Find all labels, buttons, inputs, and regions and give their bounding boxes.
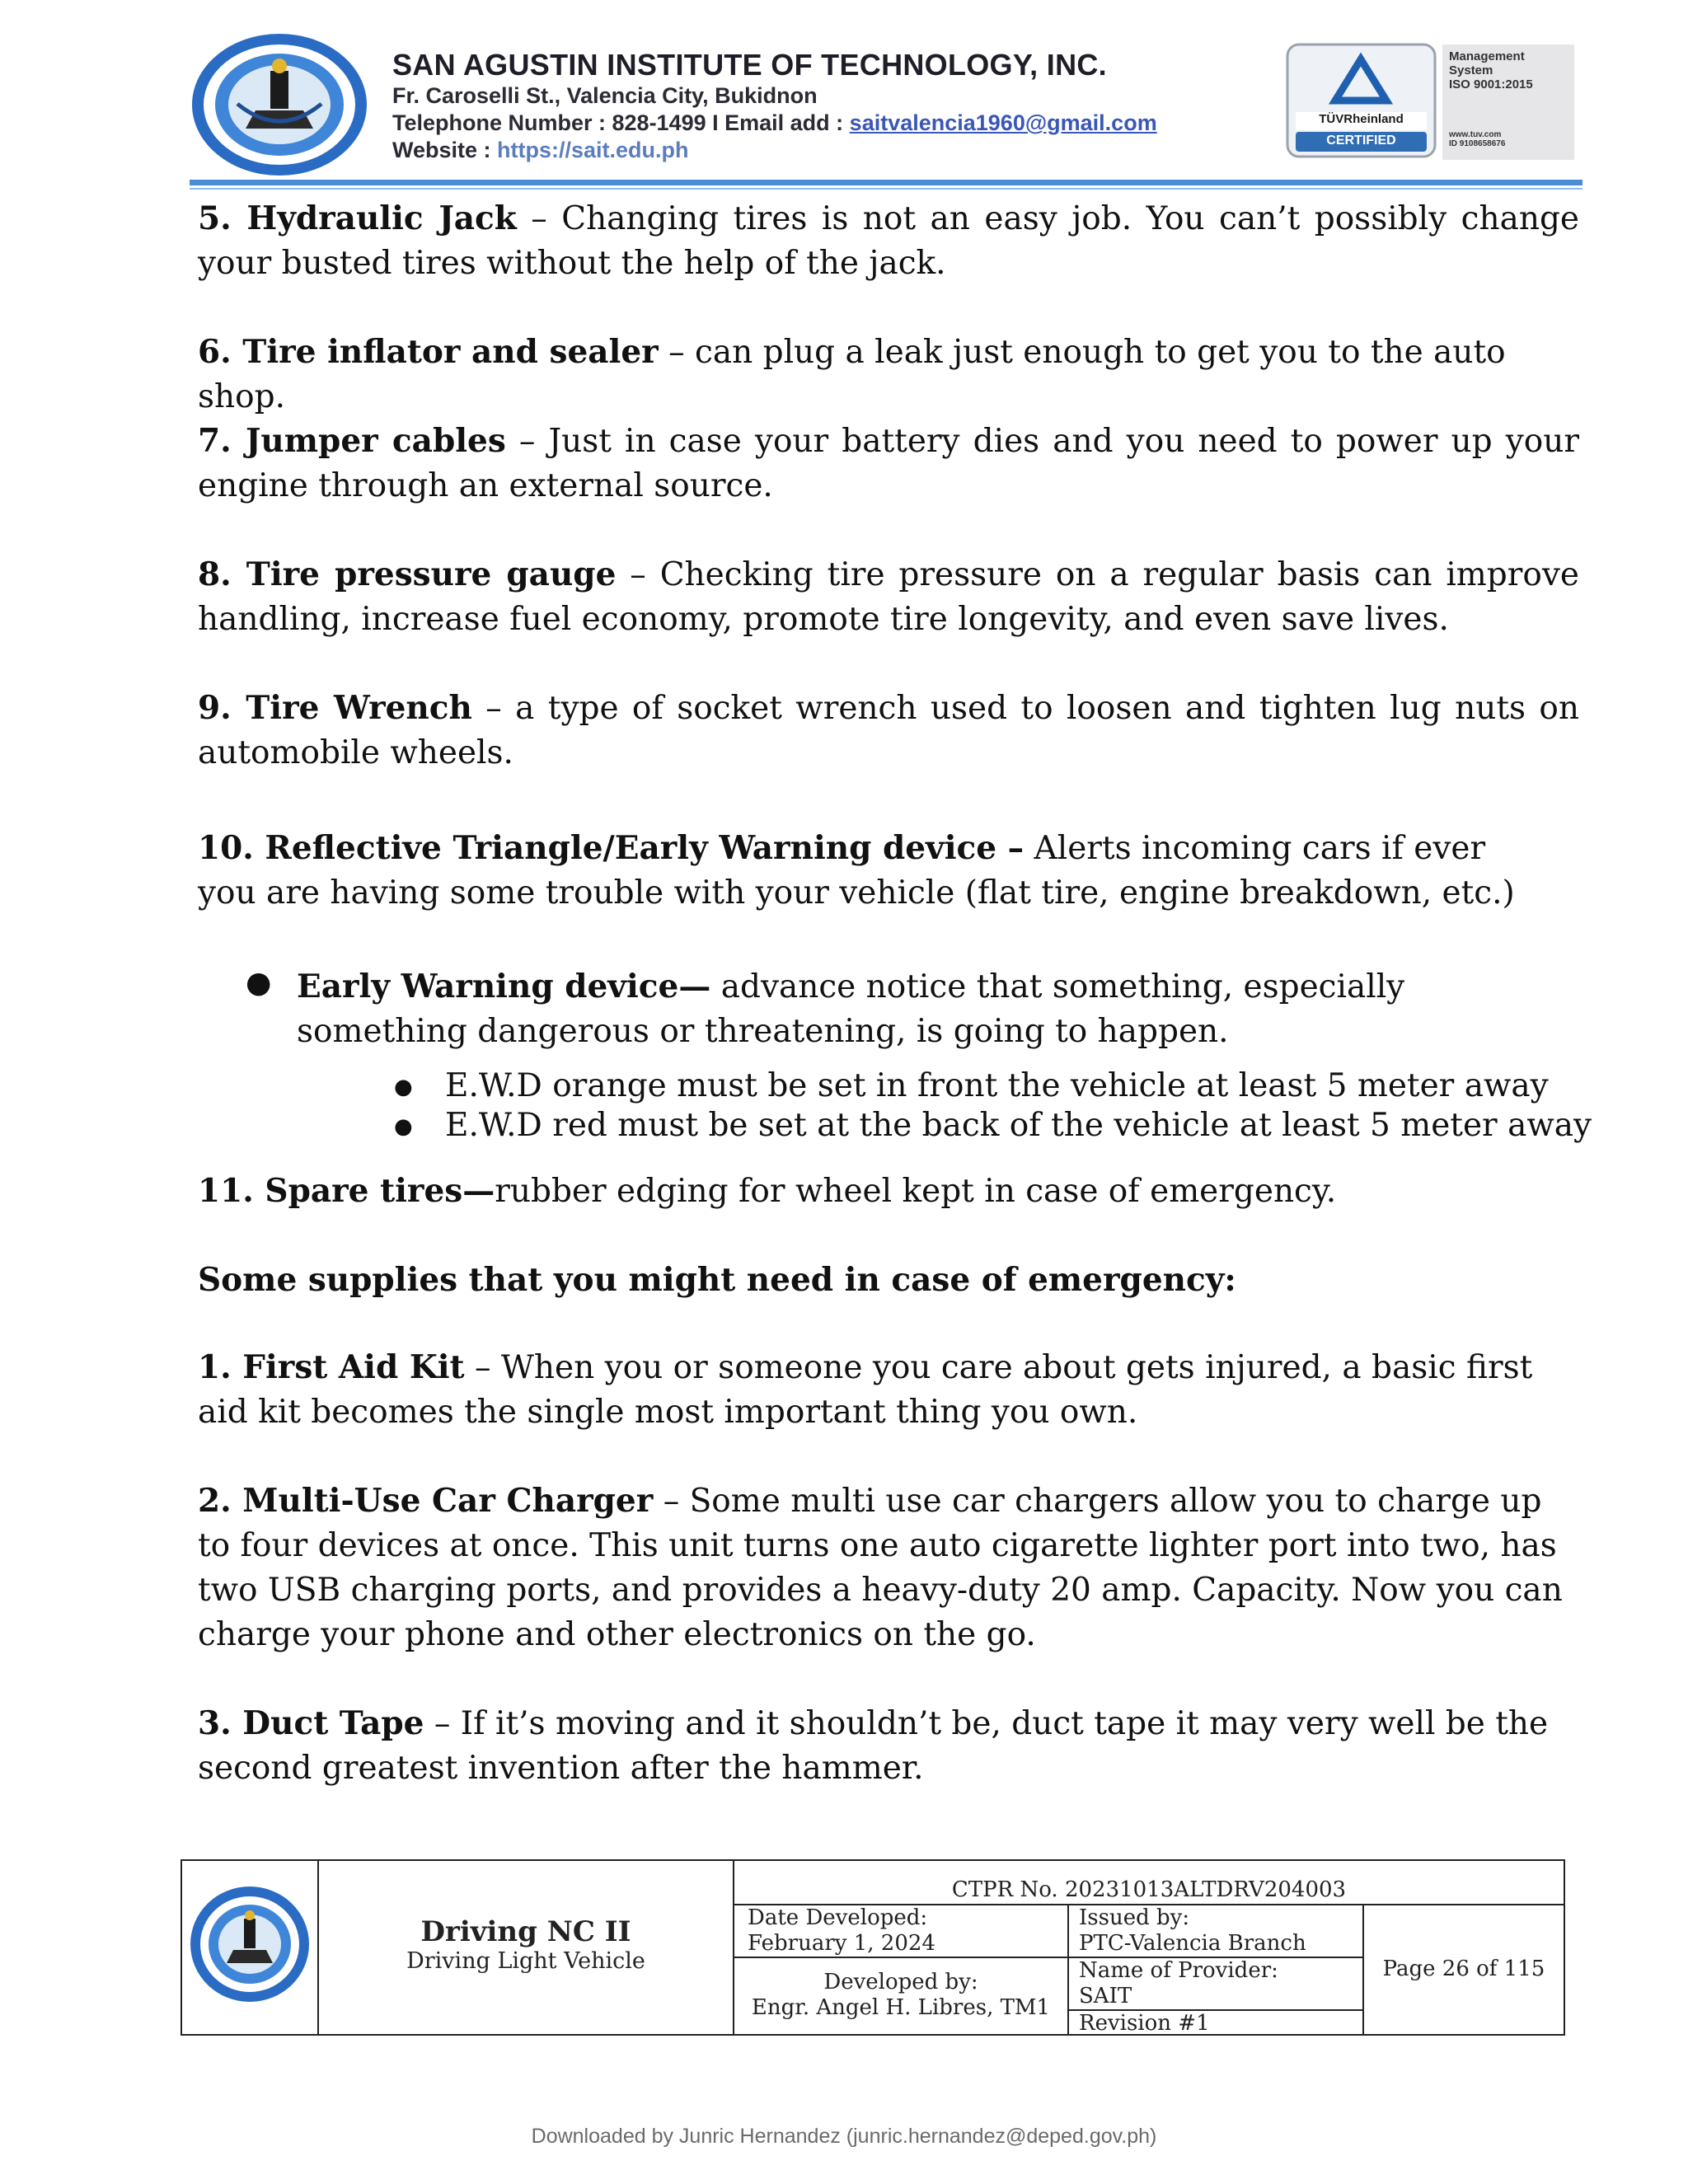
supply-1-first-aid-kit [198, 1345, 1582, 1435]
item-text: – When you or someone you care about gets injured, a basic first aid kit becomes the single most important thing you own. [198, 1349, 1533, 1431]
download-note: Downloaded by Junric Hernandez (junric.hernandez@deped.gov.ph) [531, 2125, 1157, 2148]
item-text: – If it’s moving and it shouldn’t be, duct tape it may very well be the second greatest invention after the hammer. [198, 1705, 1549, 1787]
developed-value: Engr. Angel H. Libres, TM1 [751, 1995, 1051, 2020]
tuv-certified-logo [1286, 43, 1437, 158]
telephone-text: Telephone Number : 828-1499 I Email add : [392, 110, 850, 135]
supplies-heading: Some supplies that you might need in case of emergency: [198, 1261, 1236, 1299]
bullet-icon: ● [394, 1075, 413, 1099]
item-title: 7. Jumper cables [198, 422, 506, 460]
item-5-hydraulic-jack [198, 196, 1579, 286]
item-title: 6. Tire inflator and sealer [198, 333, 659, 371]
item-text: rubber edging for wheel kept in case of emergency. [495, 1173, 1337, 1210]
supply-3-duct-tape [198, 1701, 1582, 1791]
ewd-bullet [297, 964, 1566, 1054]
item-text: – a type of socket wrench used to loosen and tighten lug nuts on automobile wheels. [198, 690, 1579, 771]
footer-seal-logo [187, 1882, 312, 2014]
mgmt-line-1: Management [1449, 49, 1525, 63]
provider-value: SAIT [1079, 1984, 1132, 2008]
item-title: 1. First Aid Kit [198, 1348, 465, 1386]
certified-label: CERTIFIED [1326, 134, 1396, 148]
item-7-jumper-cables [198, 419, 1579, 509]
institution-contact [392, 110, 1282, 137]
date-value: February 1, 2024 [748, 1931, 935, 1956]
website-label: Website : [392, 138, 498, 162]
item-text: – can plug a leak just enough to get you to the auto shop. [198, 334, 1506, 415]
course-subtitle: Driving Light Vehicle [406, 1948, 645, 1974]
item-text: Alerts incoming cars if ever you are having some trouble with your vehicle (flat tire, engine breakdown, etc.) [198, 830, 1515, 912]
email-link[interactable]: saitvalencia1960@gmail.com [849, 110, 1157, 135]
institution-website [392, 137, 1282, 164]
item-11-spare-tires [198, 1169, 1579, 1214]
item-10-reflective-triangle [198, 826, 1550, 916]
mgmt-web: www.tuv.com [1449, 130, 1502, 139]
mgmt-line-2: System [1449, 63, 1493, 77]
management-system-badge [1442, 45, 1574, 160]
item-title: 5. Hydraulic Jack [198, 199, 517, 237]
item-title: 8. Tire pressure gauge [198, 555, 617, 593]
item-title: 9. Tire Wrench [198, 689, 472, 727]
mgmt-text [1449, 49, 1533, 91]
header-divider [190, 180, 1582, 185]
item-8-tire-pressure-gauge [198, 552, 1579, 642]
item-title: 10. Reflective Triangle/Early Warning device – [198, 829, 1025, 867]
website-link[interactable]: https://sait.edu.ph [497, 138, 689, 162]
institution-header [392, 48, 1282, 164]
ewd-red-bullet: E.W.D red must be set at the back of the vehicle at least 5 meter away [445, 1107, 1592, 1144]
course-title: Driving NC II [420, 1915, 631, 1948]
bullet-icon: ● [394, 1114, 413, 1139]
mgmt-line-3: ISO 9001:2015 [1449, 77, 1533, 91]
provider-label: Name of Provider: [1079, 1958, 1278, 1983]
developed-by-cell [734, 1970, 1067, 2021]
table-divider [1067, 1904, 1069, 2034]
item-6-tire-inflator [198, 330, 1579, 419]
supply-2-car-charger [198, 1479, 1582, 1657]
ewd-text: advance notice that something, especially something dangerous or threatening, is going to happen. [297, 968, 1405, 1050]
date-developed-cell [748, 1905, 1061, 1957]
institution-name: SAN AGUSTIN INSTITUTE OF TECHNOLOGY, INC. [392, 48, 1107, 82]
page-number: Page 26 of 115 [1382, 1957, 1545, 1981]
document-footer-table [181, 1859, 1565, 2036]
mgmt-id-number: ID 9108658676 [1449, 139, 1506, 148]
institute-seal-logo [188, 31, 371, 178]
developed-label: Developed by: [823, 1970, 978, 1994]
item-title: 2. Multi-Use Car Charger [198, 1482, 654, 1520]
ewd-orange-bullet: E.W.D orange must be set in front the vehicle at least 5 meter away [445, 1067, 1549, 1104]
ewd-title: Early Warning device— [297, 968, 711, 1005]
date-label: Date Developed: [748, 1905, 928, 1930]
revision-cell: Revision #1 [1079, 2011, 1210, 2036]
mgmt-id [1449, 130, 1505, 148]
course-title-cell [319, 1915, 733, 1975]
item-text: – Just in case your battery dies and you need to power up your engine through an external source. [198, 423, 1579, 504]
provider-cell [1079, 1958, 1359, 2009]
ctpr-number: CTPR No. 20231013ALTDRV204003 [951, 1877, 1347, 1902]
institution-address: Fr. Caroselli St., Valencia City, Bukidnon [392, 83, 818, 108]
issued-by-cell [1079, 1905, 1359, 1957]
table-divider [733, 1957, 1067, 1958]
item-text: – Checking tire pressure on a regular basis can improve handling, increase fuel economy, promote tire longevity, and even save lives. [198, 556, 1579, 638]
item-9-tire-wrench [198, 686, 1579, 776]
item-title: 3. Duct Tape [198, 1704, 424, 1742]
header-divider-thin [190, 188, 1582, 190]
issued-value: PTC-Valencia Branch [1079, 1931, 1306, 1956]
issued-label: Issued by: [1079, 1905, 1190, 1930]
tuv-brand: TÜVRheinland [1319, 112, 1404, 126]
item-text: – Some multi use car chargers allow you to charge up to four devices at once. This unit turns one auto cigarette lighter port into two, has two USB charging ports, and provides a heavy-duty 20 amp. Capacity. Now you can charge your phone and other electronics on the go. [198, 1483, 1563, 1653]
item-text: – Changing tires is not an easy job. You can’t possibly change your busted tires without the help of the jack. [198, 200, 1579, 282]
item-title: 11. Spare tires— [198, 1172, 495, 1210]
bullet-icon: ● [246, 966, 272, 1000]
